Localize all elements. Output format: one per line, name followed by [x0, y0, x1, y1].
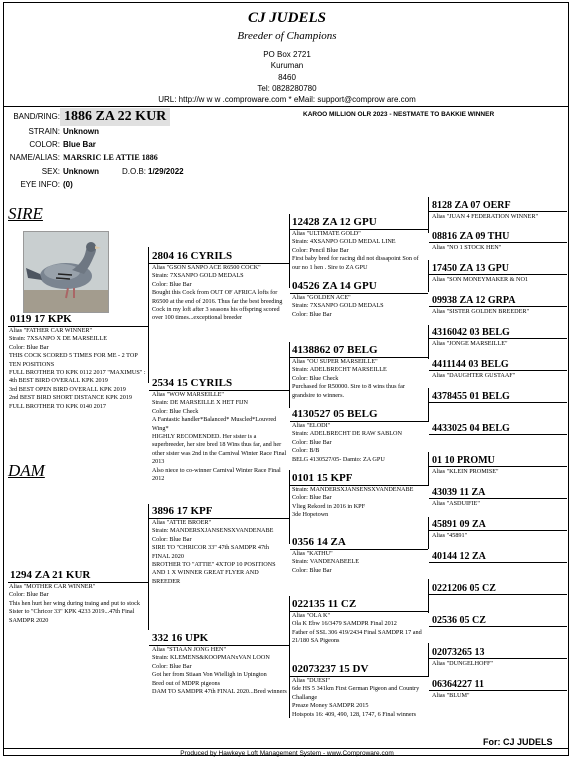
g3-band-8: 02073237 15 DV	[292, 663, 369, 675]
g2-sire-sire-details: Alias "GSON SANPO ACE R6500 COCK" Strain: 7XSANPO GOLD MEDALS Color: Blue Bar Bought this Cock from OUT OF AFRICA lofts for R6500 at the end of 2016. Thus far the best breeding Cock in my loft after 3 seasons his offspring scored over 100 times...exceptional breeder	[152, 264, 283, 322]
eye-label: EYE INFO:	[20, 180, 60, 189]
g4-band-11: 45891 09 ZA	[432, 519, 486, 530]
g4-band-12: 40144 12 ZA	[432, 551, 486, 562]
g3-details-8: Alias "DUESI" 6de HS 5 341km First German Pigeon and Country Challange Preaze Money SAMDPR 2015 Hotspots 16: 409, 490, 128, 1747, 6 Final winners	[292, 677, 420, 718]
g3-band-7: 022135 11 CZ	[292, 598, 357, 610]
g4-band-1: 8128 ZA 07 OERF	[432, 200, 511, 211]
g2-dam-sire-details: Alias "ATTIE BROER" Strain: MANDERSXJANSENSXVANDENABE Color: Blue Bar SIRE TO "CHRICOR 33" 47th SAMDPR 47th FINAL 2020 BROTHER TO "ATTIE" 4XTOP 10 POSITIONS AND 1 X WINNER GREAT FLYER AND BREEDER	[152, 519, 276, 585]
g2-sire-dam-details: Alias "WOW MARSEILLE" Strain: DE MARSEILLE X HET FIJN Color: Blue Check A Fantastic handler*Balanced* Muscled*Louvred Wing* HIGHLY RECOMENDED. Her sister is a superbreeder, her sire bred 18 Wins thus far, and her other sister was 2nd in the Carnival Winter Race Final 2013 Also niece to co-winner Carnival Winter Race Final 2012	[152, 391, 287, 483]
color-value: Blue Bar	[63, 140, 96, 149]
g4-band-4: 09938 ZA 12 GRPA	[432, 295, 516, 306]
g4-underline	[429, 338, 567, 339]
connector-g2-4	[289, 596, 290, 718]
g4-details-6: Alias "DAUGHTER GUSTAAF"	[432, 372, 516, 379]
g2-sire-sire-band: 2804 16 CYRILS	[152, 250, 233, 262]
g3-band-1: 12428 ZA 12 GPU	[292, 216, 377, 228]
g3-band-4: 4130527 05 BELG	[292, 408, 378, 420]
g4-details-9: Alias "KLEIN PROMISE"	[432, 468, 499, 475]
g4-details-3: Alias "SON MONEYMAKER & NO1	[432, 276, 529, 283]
g4-underline	[429, 562, 567, 563]
footer-divider	[3, 748, 569, 749]
connector-g3-6	[428, 517, 429, 549]
header-divider	[3, 106, 569, 107]
g4-band-16: 06364227 11	[432, 679, 484, 690]
produced-by: Produced by Hawkeye Loft Management System - www.Comproware.com	[180, 750, 394, 757]
connector-g3-3	[428, 325, 429, 359]
sex-value: Unknown	[63, 167, 99, 176]
g2-dam-dam-details: Alias "STIAAN JONG HEN" Strain: KLEMENS&KOOPMANxVAN LOON Color: Blue Bar Got her from Stiaan Von Wielligh in Upington Bred out of MDPR pigeons DAM TO SAMDPR 47th FINAL 2020...Bred winners	[152, 646, 287, 696]
g4-band-10: 43039 11 ZA	[432, 487, 486, 498]
pigeon-photo	[23, 231, 109, 313]
g3-band-5: 0101 15 KPF	[292, 472, 353, 484]
for-owner: For: CJ JUDELS	[483, 737, 553, 747]
contact-url-line[interactable]: URL: http://w w w .comproware.com * eMail: support@comprow are.com	[158, 95, 416, 105]
eye-value: (0)	[63, 180, 73, 189]
g3-details-6: Alias "KATHU" Strain: VANDENABEELE Color: Blue Bar	[292, 550, 359, 574]
g4-details-2: Alias "NO 1 STOCK HEN"	[432, 244, 502, 251]
band-value: 1886 ZA 22 KUR	[60, 108, 170, 126]
g4-underline	[429, 434, 567, 435]
connector-g2-3	[289, 470, 290, 544]
connector-sire	[148, 247, 149, 383]
color-label: COLOR:	[29, 140, 60, 149]
contact-line: PO Box 2721	[263, 50, 311, 59]
connector-g3-7	[428, 579, 429, 613]
g4-underline	[429, 402, 567, 403]
sex-label: SEX:	[41, 167, 60, 176]
g4-band-14: 02536 05 CZ	[432, 615, 486, 626]
sire-band: 0119 17 KPK	[10, 313, 72, 325]
g4-details-10: Alias "ASDUIFIE"	[432, 500, 480, 507]
band-label: BAND/RING:	[13, 112, 60, 121]
contact-block	[0, 49, 574, 105]
g3-band-6: 0356 14 ZA	[292, 536, 346, 548]
connector-g2-1	[289, 214, 290, 288]
g4-details-15: Alias "DUNGELHOFF"	[432, 660, 493, 667]
g4-details-4: Alias "SISTER GOLDEN BREEDER"	[432, 308, 530, 315]
name-value: MARSRIC LE ATTIE 1886	[63, 153, 158, 162]
g3-band-2: 04526 ZA 14 GPU	[292, 280, 377, 292]
g4-band-15: 02073265 13	[432, 647, 485, 658]
g4-band-2: 08816 ZA 09 THU	[432, 231, 510, 242]
g4-underline	[429, 370, 567, 371]
name-label: NAME/ALIAS:	[9, 153, 60, 162]
g3-details-7: Alias "OLA K" Ola K Ebw 16/3479 SAMDPR Final 2012 Father of SSL 306 419/2434 Final SAMDPR 17 and 21/180 SA Pigeons	[292, 612, 422, 645]
connector-g3-4	[428, 388, 429, 422]
loft-title: CJ JUDELS	[248, 10, 326, 26]
g4-details-5: Alias "JONGE MARSEILLE"	[432, 340, 508, 347]
strain-value: Unknown	[63, 127, 99, 136]
loft-subtitle: Breeder of Champions	[237, 30, 337, 42]
sire-heading: SIRE	[8, 204, 43, 223]
connector-g3-5	[428, 452, 429, 486]
strain-label: STRAIN:	[28, 127, 60, 136]
g4-underline	[429, 242, 567, 243]
g2-sire-dam-band: 2534 15 CYRILS	[152, 377, 233, 389]
g4-band-7: 4378455 01 BELG	[432, 391, 510, 402]
g4-underline	[429, 594, 567, 595]
g3-band-3: 4138862 07 BELG	[292, 344, 378, 356]
dob-label: D.O.B:	[122, 167, 147, 176]
g4-band-8: 4433025 04 BELG	[432, 423, 510, 434]
g3-details-1: Alias "ULTIMATE GOLD" Strain: 4XSANPO GOLD MEDAL LINE Color: Pencil Blue Bar First baby bred for racing did not dissapoint Son of our no 1 hen . Sire to ZA GPU	[292, 230, 419, 271]
bird-note: KAROO MILLION OLR 2023 - NESTMATE TO BAKKIE WINNER	[303, 111, 495, 118]
g4-band-5: 4316042 03 BELG	[432, 327, 510, 338]
g3-details-2: Alias "GOLDEN ACE" Strain: 7XSANPO GOLD MEDALS Color: Blue Bar	[292, 294, 384, 318]
g4-underline	[429, 530, 567, 531]
connector-g3-8	[428, 643, 429, 677]
g4-underline	[429, 466, 567, 467]
contact-line: Tel: 0828280780	[257, 83, 317, 93]
g4-band-3: 17450 ZA 13 GPU	[432, 263, 509, 274]
contact-line: Kuruman	[270, 61, 304, 71]
sire-details: Alias "FATHER CAR WINNER" Strain: 7XSANPO X DE MARSEILLE Color: Blue Bar THIS COCK SCORED 5 TIMES FOR ME - 2 TOP TEN POSITIONS FULL BROTHER TO KPK 0112 2017 "MAXIMUS" : 4th BEST BIRD OVERALL KPK 2019 3rd BEST OPEN BIRD OVERALL KPK 2019 2nd BEST BIRD SHORT DISTANCE KPK 2019 FULL BROTHER TO KPK 0140 2017	[9, 327, 146, 410]
connector-g3-1	[428, 197, 429, 233]
g4-underline	[429, 498, 567, 499]
g4-details-16: Alias "BLUM"	[432, 692, 470, 699]
connector-g3-2	[428, 260, 429, 292]
dam-heading: DAM	[8, 461, 45, 480]
g4-underline	[429, 690, 567, 691]
g2-dam-sire-band: 3896 17 KPF	[152, 505, 213, 517]
dob-value: 1/29/2022	[148, 167, 184, 176]
g3-details-3: Alias "OU SUPER MARSEILLE" Strain: ADELBRECHT MARSEILLE Color: Blue Check Purchased for R50000. Sire to 8 wins thus far grandsire to winners.	[292, 358, 405, 399]
g4-underline	[429, 626, 567, 627]
dam-details: Alias "MOTHER CAR WINNER" Color: Blue Bar This hen hurt her wing during traing and put to stock Sister to "Chricor 33" KPK 4233 2019...47th Final SAMDPR 2020	[9, 583, 140, 624]
g4-band-6: 4411144 03 BELG	[432, 359, 509, 370]
g4-details-11: Alias "45891"	[432, 532, 468, 539]
pigeon-icon	[24, 232, 108, 312]
g4-band-13: 0221206 05 CZ	[432, 583, 496, 594]
connector-dam	[148, 504, 149, 630]
g4-band-9: 01 10 PROMU	[432, 455, 495, 466]
g4-underline	[429, 306, 567, 307]
g2-dam-dam-band: 332 16 UPK	[152, 632, 209, 644]
g3-details-4: Alias "ELODI" Strain: ADELBRECHT DE RAW SABLON Color: Blue Bar Color: B/B BELG 4130527/05- Damto: ZA GPU	[292, 422, 402, 463]
g3-details-5: Strain: MANDERSXJANSENSXVANDENABE Color: Blue Bar Vlieg Rekord in 2016 in KPF 3de Hopetown	[292, 486, 414, 519]
g4-underline	[429, 274, 567, 275]
connector-g2-2	[289, 342, 290, 408]
contact-line: 8460	[278, 72, 296, 82]
g4-underline	[429, 658, 567, 659]
g4-details-1: Alias "JUAN 4 FEDERATION WINNER"	[432, 213, 538, 220]
dam-band: 1294 ZA 21 KUR	[10, 569, 91, 581]
g4-underline	[429, 211, 567, 212]
